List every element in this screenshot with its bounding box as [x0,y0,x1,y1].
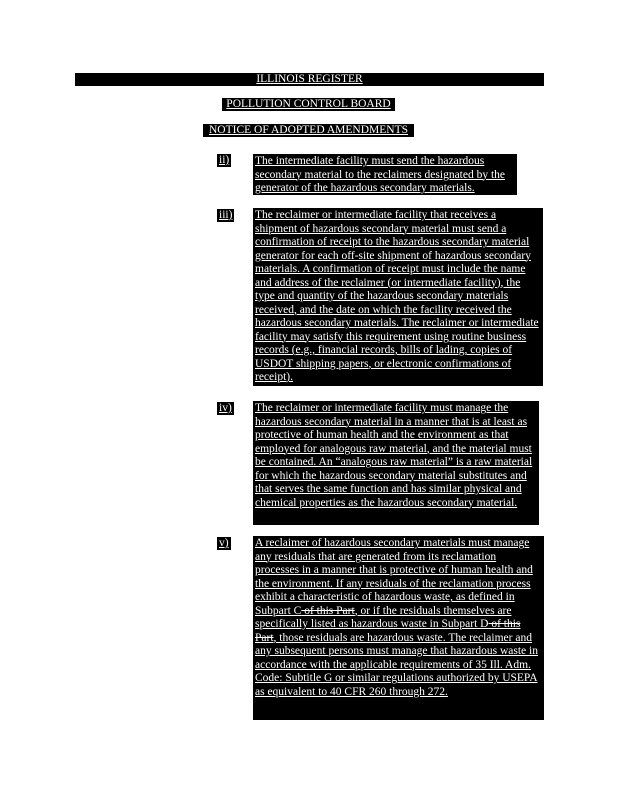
paragraph-v-text-a: A reclaimer of hazardous secondary materials must manage any residuals that are generated from its reclamation processes in a manner that is protective of human health and the environment. If any residuals of the reclamation process exhibit a characteristic of hazardous waste, as defined in Subpart C [255,537,533,617]
section-paragraph-ii: The intermediate facility must send the hazardous secondary material to the reclaimers designated by the generator of the hazardous secondary materials. [253,154,517,195]
section-paragraph-v [253,536,544,720]
paragraph-v-text-b: , or if the residuals themselves are specifically listed as hazardous waste in Subpart D [255,604,512,630]
register-title-bar [75,73,544,86]
section-paragraph-iii: The reclaimer or intermediate facility that receives a shipment of hazardous secondary material must send a confirmation of receipt to the hazardous secondary material generator for each off-site shipment of hazardous secondary materials. A confirmation of receipt must include the name and address of the reclaimer (or intermediate facility), the type and quantity of the hazardous secondary materials received, and the date on which the facility received the hazardous secondary materials. The reclaimer or intermediate facility may satisfy this requirement using routine business records (e.g., financial records, bills of lading, copies of USDOT shipping papers, or electronic confirmations of receipt). [253,208,543,386]
section-marker-iii: iii) [219,209,233,221]
deleted-text-a: of this Part [301,604,355,617]
section-paragraph-iv: The reclaimer or intermediate facility must manage the hazardous secondary material in a manner that is at least as protective of human health and the environment as that employed for analogous raw material, and the material must be contained. An “analogous raw material” is a raw material for which the hazardous secondary material substitutes and that serves the same function and has similar physical and chemical properties as the hazardous secondary material. [253,401,539,525]
section-marker-ii: ii) [219,154,230,166]
paragraph-v-text-c: , those residuals are hazardous waste. The reclaimer and any subsequent persons must manage that hazardous waste in accordance with the applicable requirements of 35 Ill. Adm. Code: Subtitle G or similar regulations authorized by USEPA as equivalent to 40 CFR 260 through 272. [255,631,538,698]
notice-title: NOTICE OF ADOPTED AMENDMENTS [203,124,414,137]
board-title: POLLUTION CONTROL BOARD [222,98,395,111]
deleted-text-b: of this Part [255,618,521,644]
section-marker-v: v) [219,537,229,549]
section-marker-iv: iv) [219,402,232,414]
register-title: ILLINOIS REGISTER [256,73,363,85]
